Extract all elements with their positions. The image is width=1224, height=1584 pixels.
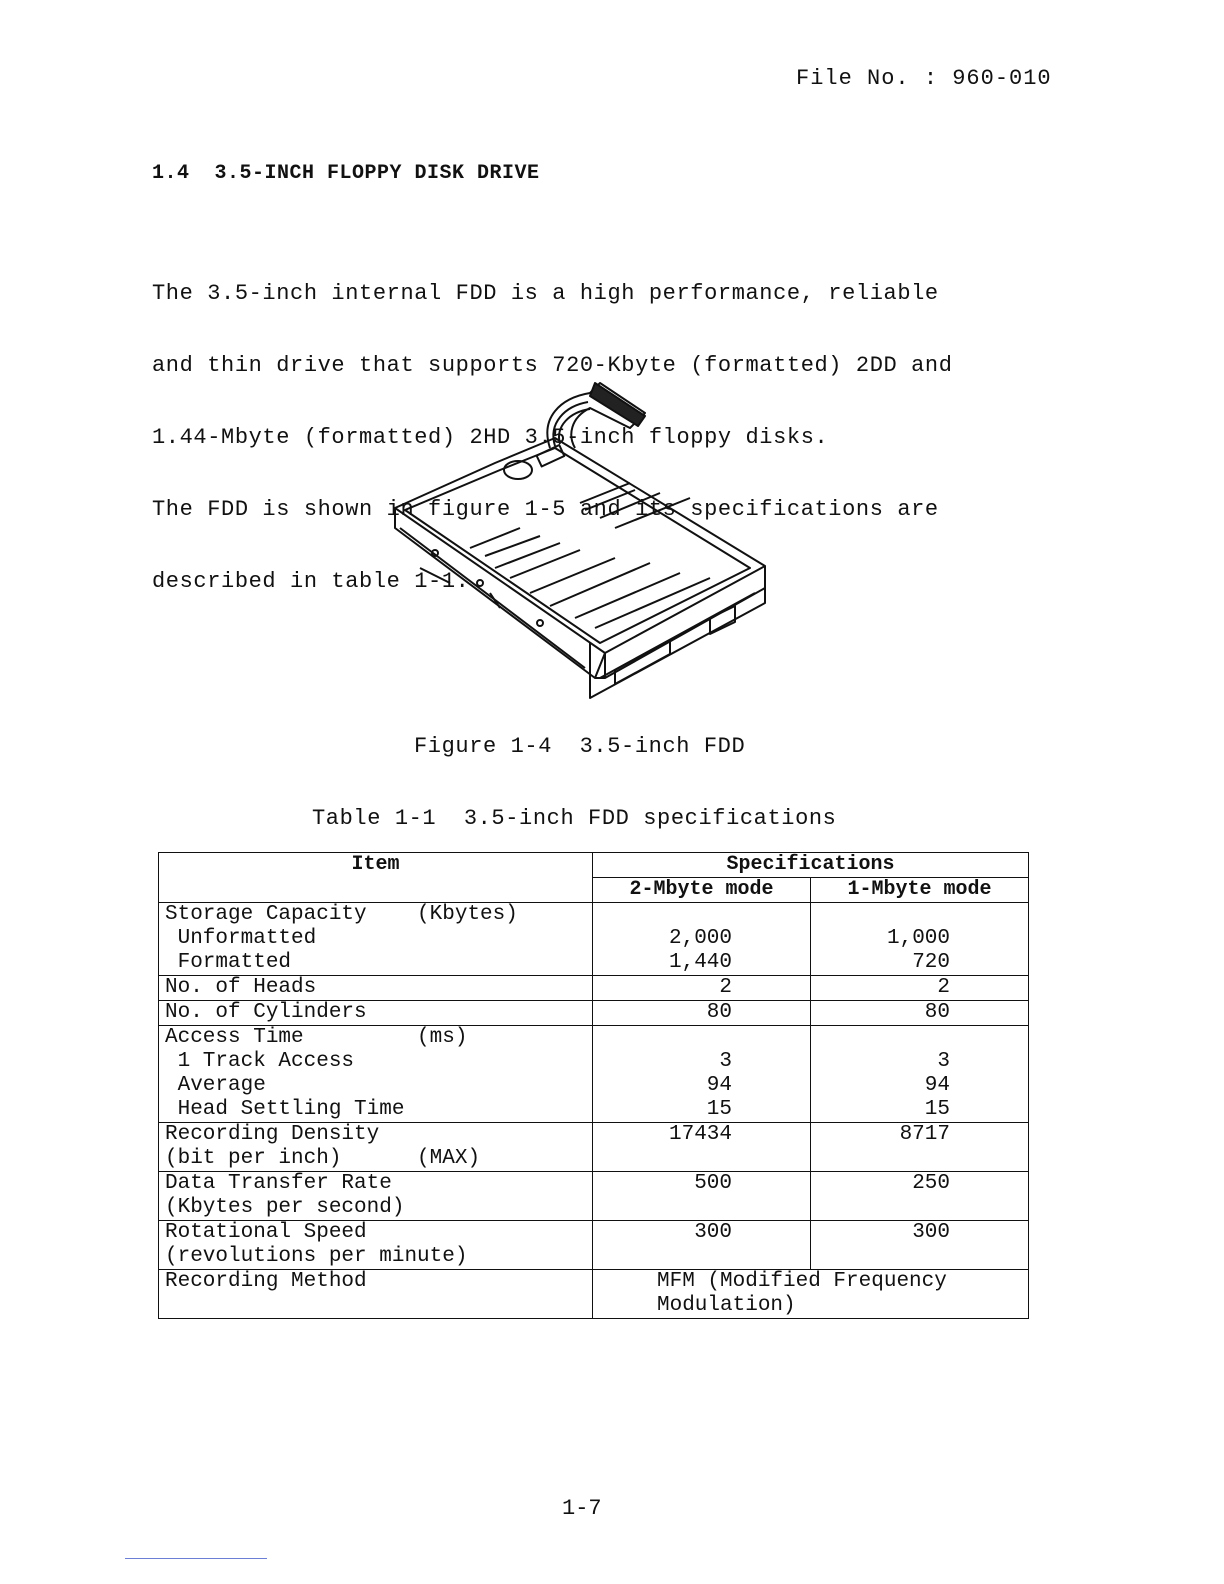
floppy-drive-illustration [390,378,775,708]
header-2mbyte-mode: 2-Mbyte mode [593,878,811,903]
item-cell: Recording Density (bit per inch) (MAX) [159,1123,593,1172]
intro-line: The 3.5-inch internal FDD is a high performance, reliable [152,281,939,306]
value-2mbyte: 17434 [593,1123,811,1172]
table-caption: Table 1-1 3.5-inch FDD specifications [312,806,837,831]
table-header-row [159,853,1029,878]
file-number: File No. : 960-010 [796,66,1052,91]
table-row [159,1172,1029,1221]
header-item: Item [159,853,593,903]
table-row [159,1123,1029,1172]
table-row [159,1001,1029,1026]
intro-line: The FDD is shown in figure 1-5 and its specifications are [152,497,939,522]
item-cell: Rotational Speed (revolutions per minute) [159,1221,593,1270]
page-number: 1-7 [562,1496,602,1521]
specifications-table [158,852,1029,1319]
intro-line: 1.44-Mbyte (formatted) 2HD 3.5-inch floppy disks. [152,425,829,450]
figure-caption: Figure 1-4 3.5-inch FDD [414,734,746,759]
merged-value: MFM (Modified Frequency Modulation) [593,1270,1029,1319]
section-heading: 1.4 3.5-INCH FLOPPY DISK DRIVE [152,162,540,185]
value-2mbyte: 2,000 1,440 [593,903,811,976]
item-cell: Storage Capacity (Kbytes) Unformatted Formatted [159,903,593,976]
table-row [159,1270,1029,1319]
table-row [159,976,1029,1001]
header-1mbyte-mode: 1-Mbyte mode [811,878,1029,903]
table-row [159,1221,1029,1270]
value-1mbyte: 8717 [811,1123,1029,1172]
value-2mbyte: 80 [593,1001,811,1026]
table-row [159,903,1029,976]
item-cell: No. of Cylinders [159,1001,593,1026]
item-cell: Recording Method [159,1270,593,1319]
value-2mbyte: 2 [593,976,811,1001]
intro-line: described in table 1-1. [152,569,470,594]
value-1mbyte: 80 [811,1001,1029,1026]
value-2mbyte: 500 [593,1172,811,1221]
table-row [159,1026,1029,1123]
header-specifications: Specifications [593,853,1029,878]
intro-line: and thin drive that supports 720-Kbyte (formatted) 2DD and [152,353,953,378]
item-cell: Access Time (ms) 1 Track Access Average Head Settling Time [159,1026,593,1123]
value-1mbyte: 300 [811,1221,1029,1270]
value-1mbyte: 2 [811,976,1029,1001]
value-1mbyte: 250 [811,1172,1029,1221]
item-cell: Data Transfer Rate (Kbytes per second) [159,1172,593,1221]
value-2mbyte: 3 94 15 [593,1026,811,1123]
value-2mbyte: 300 [593,1221,811,1270]
footer-rule [125,1558,267,1559]
value-1mbyte: 3 94 15 [811,1026,1029,1123]
item-cell: No. of Heads [159,976,593,1001]
value-1mbyte: 1,000 720 [811,903,1029,976]
